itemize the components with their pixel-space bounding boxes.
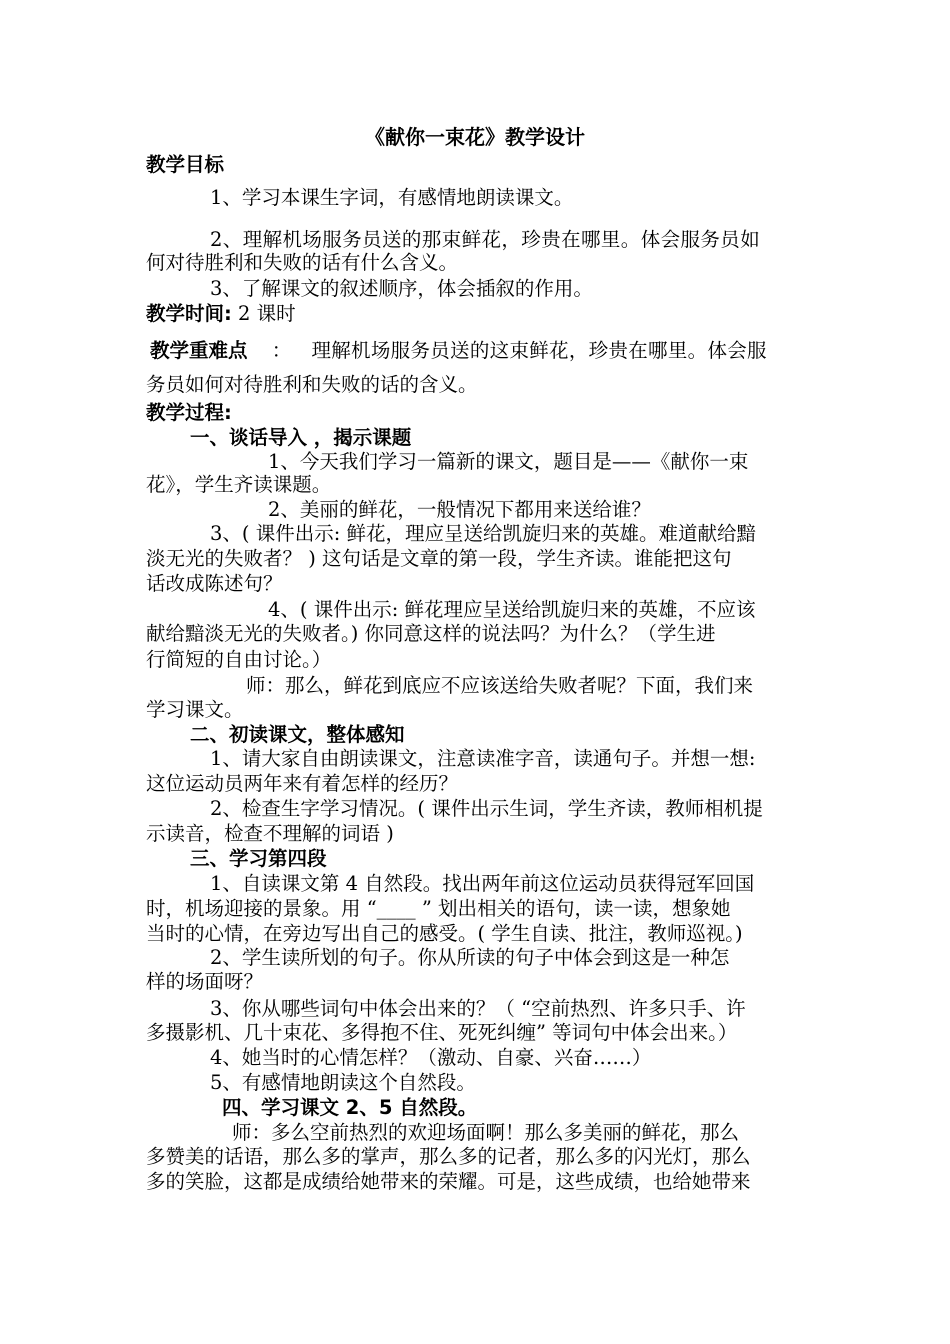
teaching-time <box>146 301 806 327</box>
s4-p1-line-3: 多的笑脸，这都是成绩给她带来的荣耀。可是，这些成绩，也给她带来 <box>146 1170 751 1193</box>
document-title: 《献你一束花》教学设计 <box>365 125 585 149</box>
s3-p3-line-2: 多摄影机、几十束花、多得抱不住、死死纠缠” 等词句中体会出来。） <box>146 1021 738 1044</box>
s2-p2-line-2: 示读音，检查不理解的词语 ) <box>146 822 394 845</box>
key-points-separator: ： <box>271 339 292 362</box>
s1-p1-line-1: 1、今天我们学习一篇新的课文，题目是——《献你一束 <box>268 450 749 473</box>
s1-p5-line-1: 师：那么，鲜花到底应不应该送给失败者呢？下面，我们来 <box>246 674 754 697</box>
key-points-line-2: 务员如何对待胜利和失败的话的含义。 <box>146 373 478 396</box>
section-2-heading: 二、初读课文，整体感知 <box>190 723 405 746</box>
s3-p5: 5、有感情地朗读这个自然段。 <box>210 1071 476 1094</box>
s4-p1-line-2: 多赞美的话语，那么多的掌声，那么多的记者，那么多的闪光灯，那么 <box>146 1145 751 1168</box>
objective-3: 3、了解课文的叙述顺序，体会插叙的作用。 <box>210 277 593 300</box>
s2-p1-line-1: 1、请大家自由朗读课文，注意读准字音，读通句子。并想一想: <box>210 747 756 770</box>
s3-p1-line-2: 时，机场迎接的景象。用 “____ ” 划出相关的语句，读一读，想象她 <box>146 897 731 920</box>
s1-p4-line-2: 献给黯淡无光的失败者。) 你同意这样的说法吗？为什么？（学生进 <box>146 622 716 645</box>
section-1-heading: 一、谈话导入 ，揭示课题 <box>190 426 412 449</box>
s1-p5-line-2: 学习课文。 <box>146 698 244 721</box>
s3-p3-line-1: 3、你从哪些词句中体会出来的？（ “空前热烈、许多只手、许 <box>210 997 746 1020</box>
s1-p3-line-1: 3、( 课件出示: 鲜花，理应呈送给凯旋归来的英雄。难道献给黯 <box>210 522 756 545</box>
s3-p4: 4、她当时的心情怎样？（激动、自豪、兴奋……） <box>210 1046 652 1069</box>
objective-2-line-2: 何对待胜利和失败的话有什么含义。 <box>146 251 459 274</box>
s3-p2-line-1: 2、学生读所划的句子。你从所读的句子中体会到这是一种怎 <box>210 946 730 969</box>
key-points-text-1: 理解机场服务员送的这束鲜花，珍贵在哪里。体会服 <box>311 339 767 362</box>
process-heading: 教学过程: <box>146 401 232 424</box>
key-points-label: 教学重难点 <box>150 339 248 362</box>
s3-p1-line-1: 1、自读课文第 4 自然段。找出两年前这位运动员获得冠军回国 <box>210 872 755 895</box>
s2-p2-line-1: 2、检查生字学习情况。( 课件出示生词，学生齐读，教师相机提 <box>210 797 763 820</box>
s4-p1-line-1: 师：多么空前热烈的欢迎场面啊！那么多美丽的鲜花，那么 <box>232 1121 740 1144</box>
s1-p2: 2、美丽的鲜花，一般情况下都用来送给谁？ <box>268 498 651 521</box>
teaching-time-label: 教学时间: <box>146 302 232 325</box>
s1-p4-line-1: 4、( 课件出示: 鲜花理应呈送给凯旋归来的英雄，不应该 <box>268 598 756 621</box>
teaching-time-value: 2 课时 <box>238 302 296 325</box>
s1-p4-line-3: 行简短的自由讨论。） <box>146 648 332 671</box>
s1-p3-line-3: 话改成陈述句？ <box>146 572 283 595</box>
objectives-heading: 教学目标 <box>146 153 225 176</box>
s3-p1-line-3: 当时的心情，在旁边写出自己的感受。( 学生自读、批注，教师巡视。) <box>146 922 743 945</box>
objective-1: 1、学习本课生字词，有感情地朗读课文。 <box>210 186 574 209</box>
objective-2-line-1: 2、理解机场服务员送的那束鲜花，珍贵在哪里。体会服务员如 <box>210 228 761 251</box>
key-points-line-1 <box>150 338 810 364</box>
section-4-heading: 四、学习课文 2、5 自然段。 <box>222 1096 478 1119</box>
s2-p1-line-2: 这位运动员两年来有着怎样的经历？ <box>146 772 459 795</box>
s3-p2-line-2: 样的场面呀？ <box>146 970 264 993</box>
s1-p1-line-2: 花》，学生齐读课题。 <box>146 473 332 496</box>
section-3-heading: 三、学习第四段 <box>190 847 327 870</box>
s1-p3-line-2: 淡无光的失败者？ ) 这句话是文章的第一段，学生齐读。谁能把这句 <box>146 547 732 570</box>
